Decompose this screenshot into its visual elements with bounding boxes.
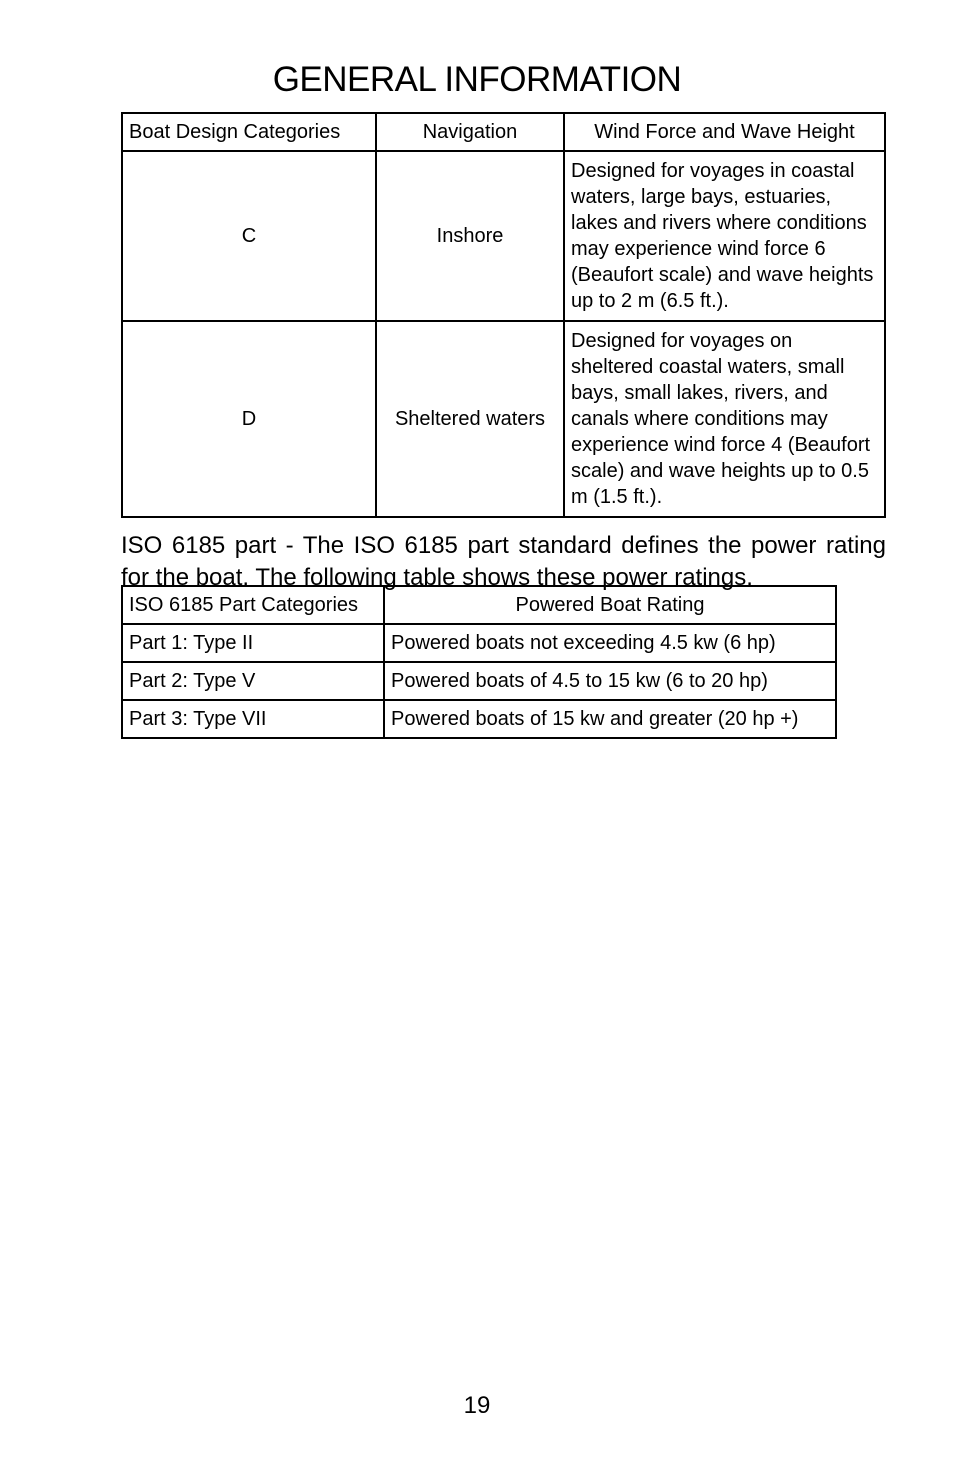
intro-paragraph: ISO 6185 part - The ISO 6185 part standard defines the power rating for the boat. The following table shows these power ratings.	[121, 532, 886, 591]
boat-design-categories-table	[121, 112, 886, 518]
part-cell: Part 3: Type VII	[122, 700, 384, 738]
table-row	[122, 700, 836, 738]
part-cell: Part 2: Type V	[122, 662, 384, 700]
column-header-wind-force-wave-height: Wind Force and Wave Height	[564, 113, 885, 151]
power-ratings-table	[121, 585, 837, 739]
table-row	[122, 321, 885, 517]
navigation-cell: Inshore	[376, 151, 564, 321]
rating-cell: Powered boats not exceeding 4.5 kw (6 hp)	[384, 624, 836, 662]
column-header-navigation: Navigation	[376, 113, 564, 151]
column-header-powered-boat-rating: Powered Boat Rating	[384, 586, 836, 624]
description-cell: Designed for voyages on sheltered coastal waters, small bays, small lakes, rivers, and canals where conditions may experience wind force 4 (Beaufort scale) and wave heights up to 0.5 m (1.5 ft.).	[564, 321, 885, 517]
rating-cell: Powered boats of 15 kw and greater (20 hp +)	[384, 700, 836, 738]
category-cell: D	[122, 321, 376, 517]
part-cell: Part 1: Type II	[122, 624, 384, 662]
category-cell: C	[122, 151, 376, 321]
table-header-row	[122, 586, 836, 624]
page-number: 19	[463, 1392, 491, 1419]
column-header-boat-design-categories: Boat Design Categories	[122, 113, 376, 151]
description-cell: Designed for voyages in coastal waters, large bays, estuaries, lakes and rivers where conditions may experience wind force 6 (Beaufort scale) and wave heights up to 2 m (6.5 ft.).	[564, 151, 885, 321]
rating-cell: Powered boats of 4.5 to 15 kw (6 to 20 hp)	[384, 662, 836, 700]
column-header-part-categories: ISO 6185 Part Categories	[122, 586, 384, 624]
table-row	[122, 662, 836, 700]
page-title: GENERAL INFORMATION	[272, 60, 682, 99]
table-row	[122, 151, 885, 321]
table-row	[122, 624, 836, 662]
table-header-row	[122, 113, 885, 151]
navigation-cell: Sheltered waters	[376, 321, 564, 517]
